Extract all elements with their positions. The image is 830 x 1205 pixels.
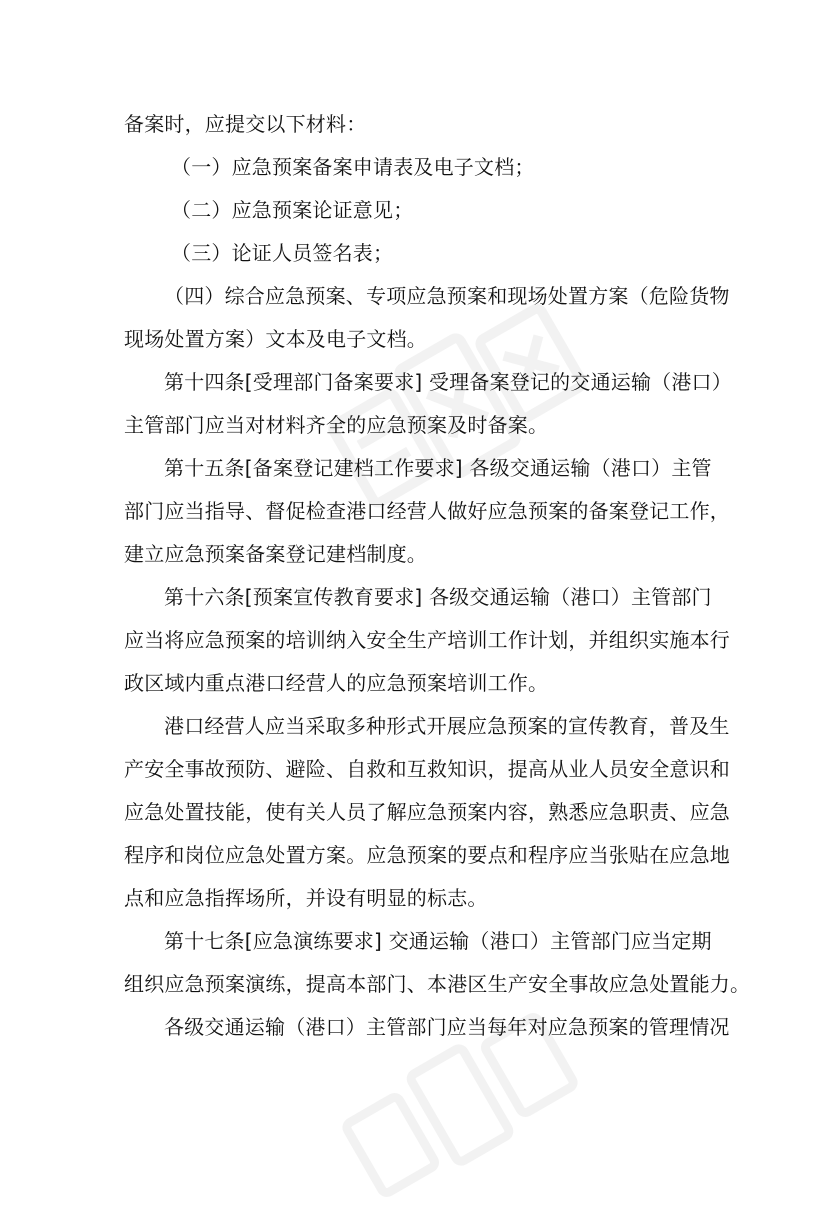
text-line: 第十五条[备案登记建档工作要求] 各级交通运输（港口）主管	[164, 456, 712, 480]
text-line: 程序和岗位应急处置方案。应急预案的要点和程序应当张贴在应急地	[124, 843, 730, 867]
text-line: 第十四条[受理部门备案要求] 受理备案登记的交通运输（港口）	[164, 370, 732, 394]
text-line: 备案时，应提交以下材料：	[124, 112, 367, 136]
text-line: 应急处置技能，使有关人员了解应急预案内容，熟悉应急职责、应急	[124, 800, 730, 824]
document-body	[124, 104, 751, 1047]
text-line: 部门应当指导、督促检查港口经营人做好应急预案的备案登记工作，	[124, 499, 730, 523]
text-line: 现场处置方案）文本及电子文档。	[124, 327, 427, 351]
text-line: 各级交通运输（港口）主管部门应当每年对应急预案的管理情况	[164, 1015, 730, 1039]
text-line: 组织应急预案演练，提高本部门、本港区生产安全事故应急处置能力。	[124, 972, 751, 996]
text-line: 应当将应急预案的培训纳入安全生产培训工作计划，并组织实施本行	[124, 628, 730, 652]
text-line: 第十七条[应急演练要求] 交通运输（港口）主管部门应当定期	[164, 929, 712, 953]
text-line: 建立应急预案备案登记建档制度。	[124, 542, 427, 566]
text-line: （二）应急预案论证意见；	[171, 198, 414, 222]
text-line: （一）应急预案备案申请表及电子文档；	[171, 155, 535, 179]
text-line: 港口经营人应当采取多种形式开展应急预案的宣传教育，普及生	[164, 714, 730, 738]
text-line: （三）论证人员签名表；	[171, 241, 394, 265]
text-line: 产安全事故预防、避险、自救和互救知识，提高从业人员安全意识和	[124, 757, 730, 781]
text-line: 政区域内重点港口经营人的应急预案培训工作。	[124, 671, 549, 695]
text-line: 第十六条[预案宣传教育要求] 各级交通运输（港口）主管部门	[164, 585, 712, 609]
text-line: 点和应急指挥场所，并设有明显的标志。	[124, 886, 488, 910]
text-line: （四）综合应急预案、专项应急预案和现场处置方案（危险货物	[164, 284, 730, 308]
text-line: 主管部门应当对材料齐全的应急预案及时备案。	[124, 413, 549, 437]
